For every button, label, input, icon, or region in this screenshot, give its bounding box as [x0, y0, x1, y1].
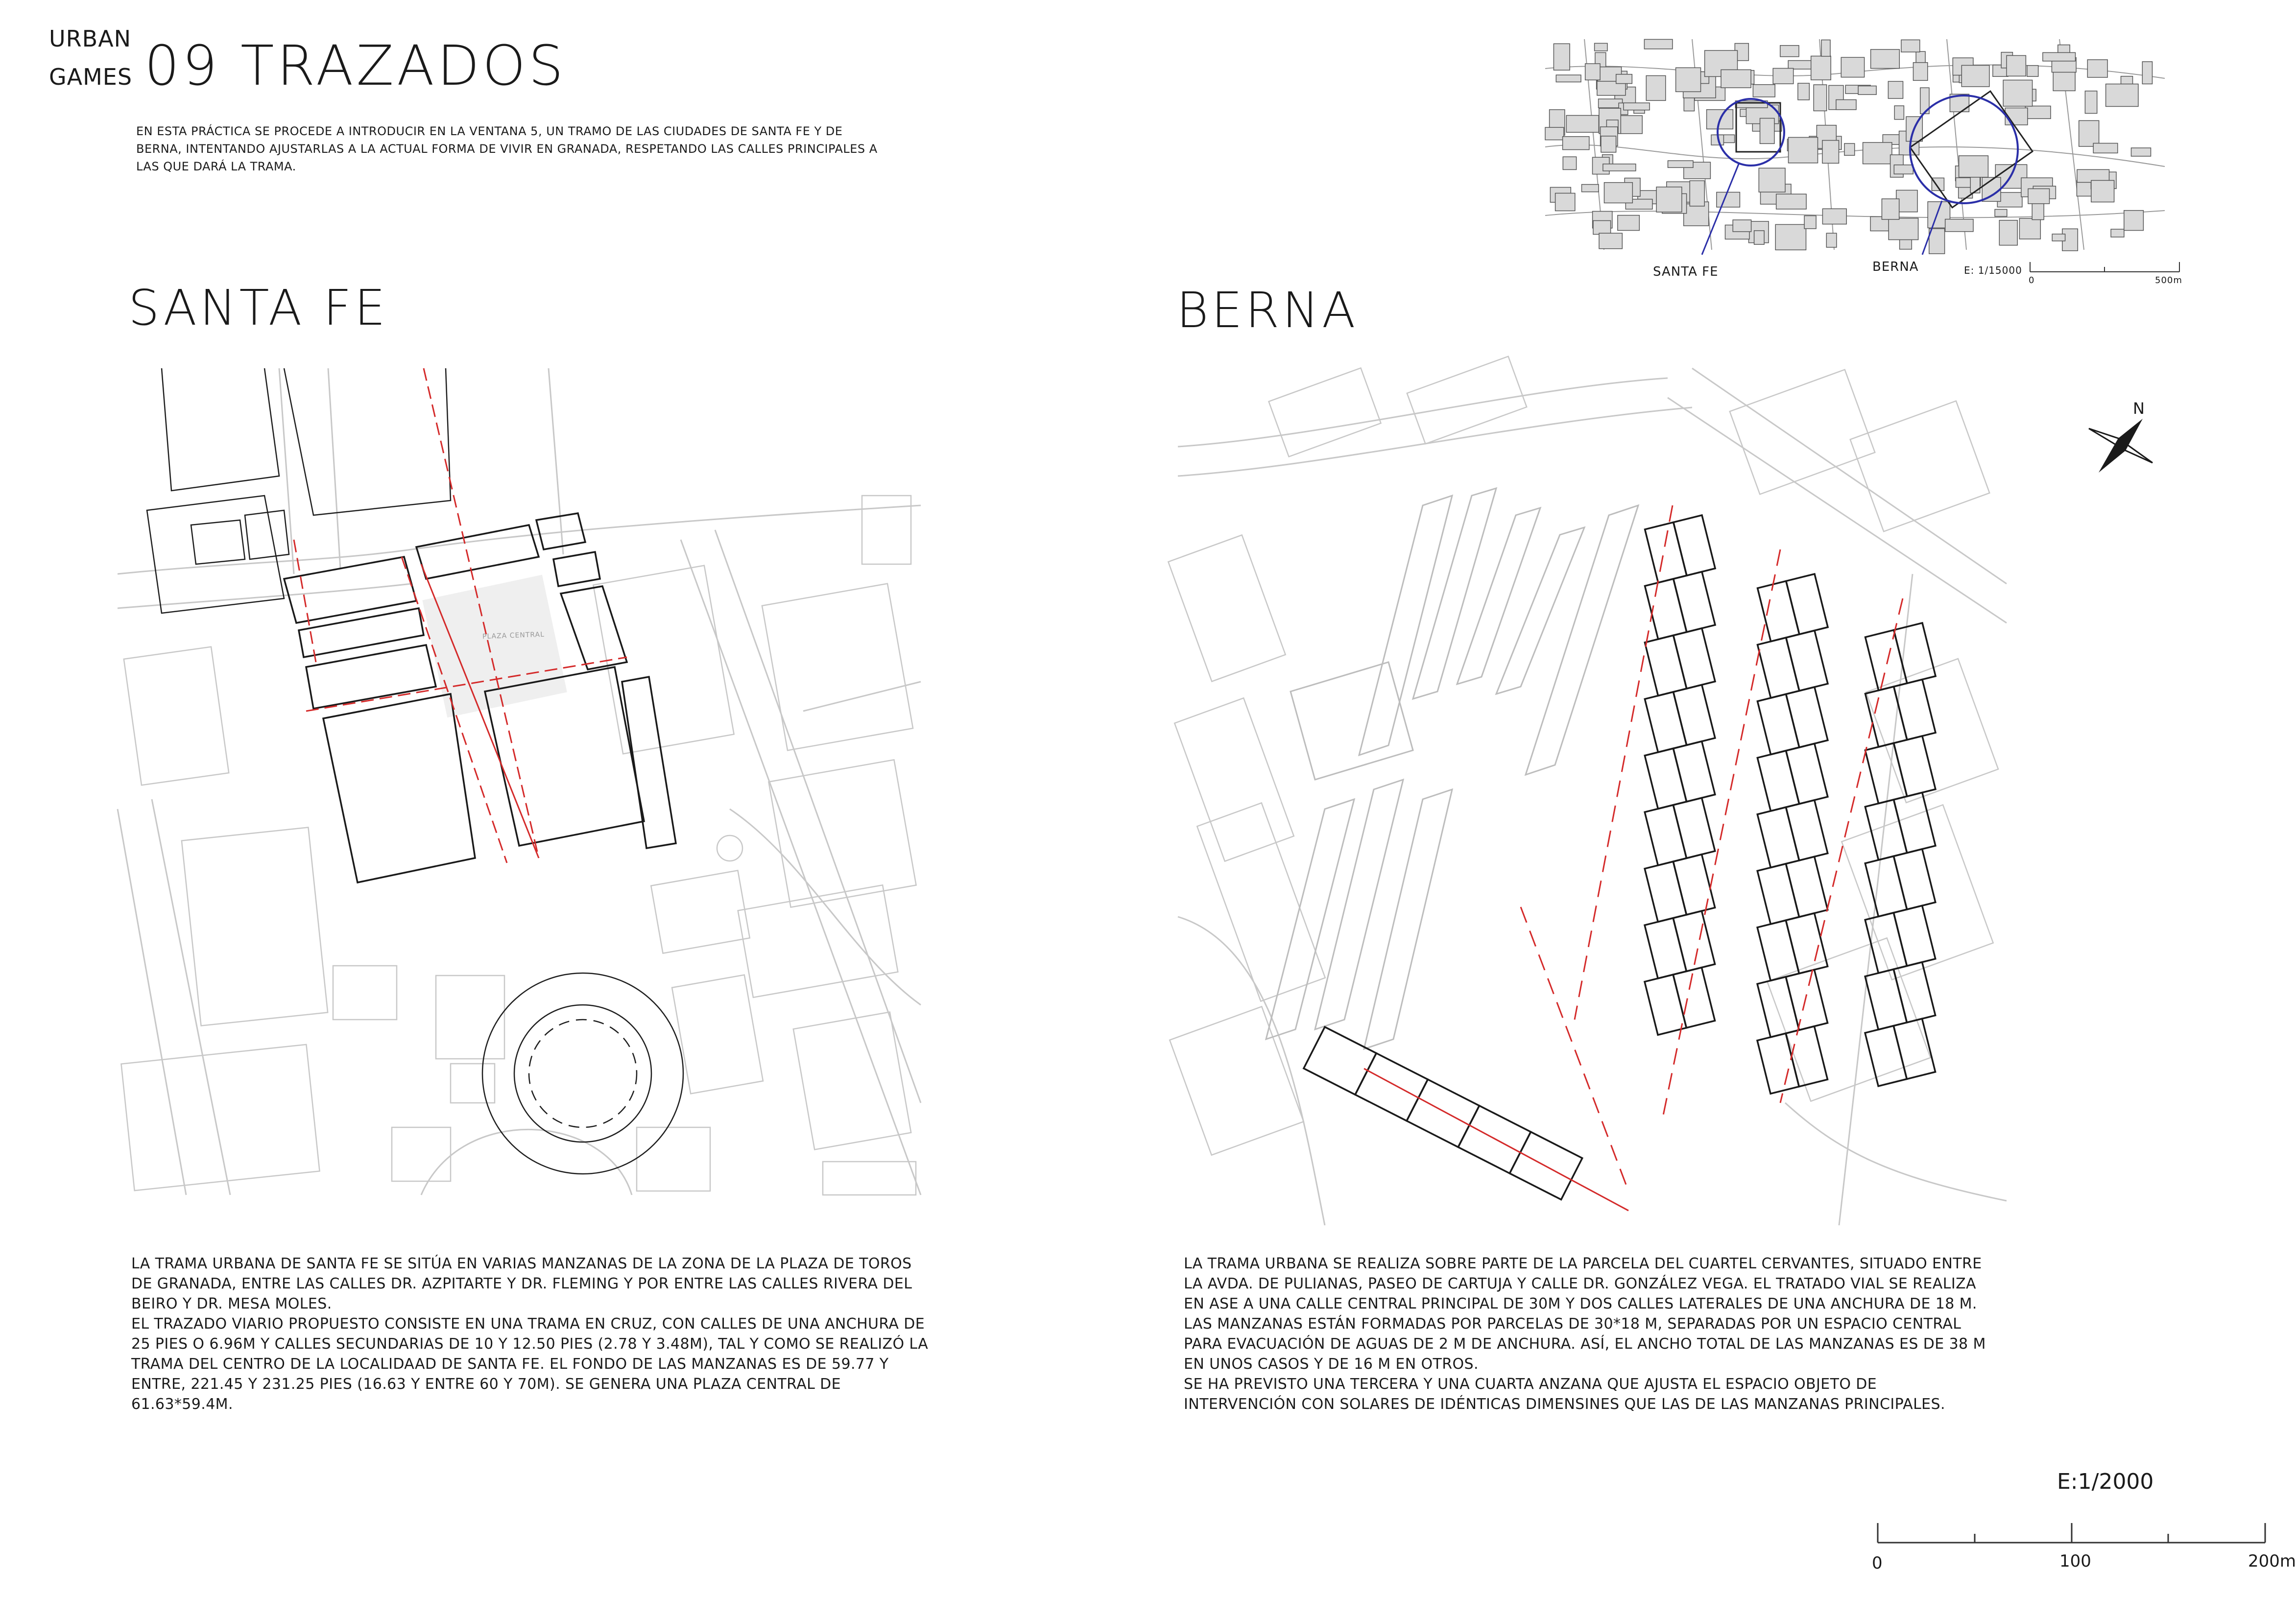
- location-map-building: [2019, 218, 2040, 239]
- location-map-building: [1822, 209, 1846, 224]
- location-map-building: [1997, 192, 2022, 207]
- berna-lower-block: [1304, 1027, 1582, 1200]
- berna-parcel: [1893, 1019, 1935, 1079]
- location-map-building: [1773, 69, 1794, 84]
- berna-parcel: [1673, 855, 1715, 915]
- berna-parcel: [1786, 970, 1827, 1030]
- location-map-building: [2052, 234, 2065, 241]
- location-map-building: [2091, 180, 2114, 202]
- santa-fe-paragraph-2: EL TRAZADO VIARIO PROPUESTO CONSISTE EN UNA TRAMA EN CRUZ, CON CALLES DE UNA ANCHURA DE 25 PIES O 6.96M Y CALLES SECUNDARIAS DE 10 Y 12.50 PIES (2.78 Y 3.48M), TAL Y COMO SE REALIZÓ LA TRAMA DEL CENTRO DE LA LOCALIDAAD DE SANTA FE. EL FONDO DE LAS MANZANAS ES DE 59.77 Y ENTRE, 221.45 Y 231.25 PIES (16.63 Y ENTRE 60 Y 70M). SE GENERA UNA PLAZA CENTRAL DE 61.63*59.4M.: [131, 1315, 929, 1413]
- location-map-building: [1753, 85, 1775, 97]
- berna-parcel: [1355, 1053, 1428, 1121]
- berna-block: [1651, 574, 1934, 1094]
- location-map-building: [1717, 192, 1740, 207]
- location-map-building: [1798, 83, 1809, 100]
- location-scale-start: 0: [2029, 275, 2035, 286]
- santa-fe-description: [131, 1254, 930, 1414]
- location-map-building: [1811, 56, 1831, 80]
- berna-parcel: [1786, 574, 1828, 634]
- corner-tag: [49, 20, 132, 96]
- location-map-building: [1754, 231, 1765, 244]
- location-map-building: [1995, 210, 2007, 217]
- location-map-building: [1888, 81, 1903, 98]
- berna-parcel: [1786, 743, 1828, 804]
- page-title: 09 TRAZADOS: [144, 34, 567, 98]
- location-map-building: [1901, 40, 1920, 52]
- location-scale-text: E: 1/15000: [1964, 264, 2022, 276]
- location-map-building: [2007, 55, 2026, 76]
- location-map-building: [1599, 233, 1622, 249]
- location-map-building: [1961, 65, 1989, 87]
- berna-parcel: [1786, 630, 1828, 691]
- location-map-building: [1844, 143, 1855, 155]
- scale-ratio: E:1/2000: [2057, 1469, 2154, 1494]
- location-map-building: [1556, 75, 1581, 82]
- berna-parcel: [1893, 905, 1935, 966]
- berna-block: [1772, 623, 2028, 1086]
- berna-parcel: [1893, 849, 1935, 909]
- north-arrow-label: N: [2133, 399, 2145, 418]
- berna-parcel: [1458, 1106, 1531, 1173]
- santa-fe-paragraph-1: LA TRAMA URBANA DE SANTA FE SE SITÚA EN VARIAS MANZANAS DE LA ZONA DE LA PLAZA DE TOROS DE GRANADA, ENTRE LAS CALLES DR. AZPITARTE Y DR. FLEMING Y POR ENTRE LAS CALLES RIVERA DEL BEIRO Y DR. MESA MOLES.: [131, 1255, 912, 1312]
- berna-title: BERNA: [1176, 282, 1359, 339]
- location-map-building: [2028, 189, 2050, 204]
- location-map-building: [1821, 40, 1830, 57]
- scale-bar: [1876, 1518, 2268, 1548]
- location-map-building: [1721, 70, 1751, 88]
- location-map-building: [1775, 224, 1806, 250]
- location-map-building: [2111, 229, 2124, 237]
- berna-parcel: [1894, 792, 1936, 853]
- location-map-building: [1999, 220, 2017, 245]
- location-map-building: [1566, 116, 1599, 133]
- berna-parcel: [1673, 968, 1715, 1028]
- location-map-building: [2087, 60, 2107, 77]
- location-map-building: [1604, 183, 1633, 203]
- location-map-building: [2079, 120, 2099, 146]
- location-map-building: [1595, 43, 1607, 51]
- berna-parcel: [1786, 913, 1827, 974]
- berna-parcel: [1674, 572, 1715, 632]
- location-map-building: [1563, 157, 1576, 169]
- location-map-building: [1684, 97, 1694, 111]
- berna-parcel: [1786, 857, 1827, 917]
- location-map-building: [1644, 39, 1673, 49]
- plaza-central-label: PLAZA CENTRAL: [482, 630, 545, 641]
- location-map-building: [1826, 233, 1837, 247]
- location-map-building: [1618, 215, 1639, 231]
- location-map-building: [1945, 219, 1973, 232]
- berna-plan-drawing: [1178, 368, 2007, 1225]
- location-map-building: [1668, 161, 1694, 167]
- berna-parcel: [1673, 741, 1715, 802]
- location-label-berna: BERNA: [1872, 260, 1919, 274]
- location-map-building: [1620, 116, 1642, 134]
- location-map-building: [1929, 229, 1945, 254]
- berna-parcel: [1673, 911, 1715, 971]
- location-map-building: [2043, 52, 2076, 61]
- berna-parcel: [1674, 685, 1715, 745]
- berna-parcel: [1786, 687, 1828, 747]
- location-map-building: [1863, 143, 1892, 164]
- berna-parcel: [1674, 515, 1715, 575]
- location-map-building: [1836, 100, 1856, 110]
- berna-paragraph-1: LA TRAMA URBANA SE REALIZA SOBRE PARTE DE LA PARCELA DEL CUARTEL CERVANTES, SITUADO ENTRE LA AVDA. DE PULIANAS, PASEO DE CARTUJA Y CALLE DR. GONZÁLEZ VEGA. EL TRATADO VIAL SE REALIZA EN ASE A UNA CALLE CENTRAL PRINCIPAL DE 30M Y DOS CALLES LATERALES DE UNA ANCHURA DE 18 M. LAS MANZANAS ESTÁN FORMADAS POR PARCELAS DE 30*18 M, SEPARADAS POR UN ESPACIO CENTRAL PARA EVACUACIÓN DE AGUAS DE 2 M DE ANCHURA. ASÍ, EL ANCHO TOTAL DE LAS MANZANAS ES DE 38 M EN UNOS CASOS Y DE 16 M EN OTROS.: [1184, 1255, 1986, 1373]
- location-map-building: [1555, 193, 1575, 211]
- location-map-building: [1889, 218, 1918, 240]
- berna-parcel: [1673, 798, 1715, 858]
- location-map-building: [1894, 106, 1904, 119]
- location-map-building: [1656, 187, 1682, 212]
- scale-tick-100: 100: [2059, 1551, 2091, 1571]
- location-map-building: [1624, 103, 1650, 110]
- location-map-building: [1913, 63, 1928, 81]
- berna-parcel: [1304, 1027, 1376, 1095]
- location-map-building: [1733, 220, 1751, 232]
- location-map-building: [1970, 175, 1980, 193]
- berna-paragraph-2: SE HA PREVISTO UNA TERCERA Y UNA CUARTA ANZANA QUE AJUSTA EL ESPACIO OBJETO DE INTERVENCIÓN CON SOLARES DE IDÉNTICAS DIMENSINES QUE LAS DE LAS MANZANAS PRINCIPALES.: [1184, 1376, 1945, 1413]
- location-map-building: [1788, 61, 1812, 70]
- location-map-building: [2124, 211, 2144, 231]
- north-arrow-icon: [2079, 404, 2162, 487]
- location-map-building: [2085, 91, 2097, 114]
- location-scale-end: 500m: [2155, 275, 2182, 286]
- location-map-building: [1959, 156, 1988, 177]
- scale-tick-0: 0: [1872, 1553, 1883, 1573]
- location-map-building: [2025, 106, 2051, 119]
- location-map-building: [1822, 141, 1839, 164]
- location-map-building: [1894, 165, 1913, 174]
- location-map-building: [1593, 221, 1611, 235]
- location-map-building: [1780, 46, 1799, 57]
- location-map-building: [1982, 177, 2001, 201]
- location-map-building: [2093, 143, 2118, 153]
- location-map-building: [1603, 164, 1636, 171]
- location-map-building: [1871, 49, 1900, 69]
- location-map-building: [1582, 185, 1599, 192]
- location-map-building: [1759, 168, 1785, 192]
- location-map-building: [2003, 80, 2032, 106]
- location-map-building: [1616, 74, 1632, 84]
- location-map-building: [1760, 119, 1774, 144]
- location-map-building: [1554, 44, 1570, 70]
- berna-parcel: [1407, 1079, 1479, 1147]
- location-map-building: [2027, 66, 2038, 77]
- scale-tick-200: 200m: [2248, 1551, 2296, 1571]
- location-map-blocks: [1545, 39, 2165, 250]
- location-map-building: [1601, 136, 1616, 152]
- location-map-building: [2131, 148, 2151, 156]
- berna-parcel: [1786, 800, 1827, 860]
- berna-plan: [1178, 368, 2007, 1225]
- santa-fe-plan: [118, 368, 921, 1195]
- location-map-building: [1814, 85, 1827, 111]
- location-map-building: [1882, 199, 1899, 219]
- berna-description: [1184, 1254, 1992, 1414]
- corner-tag-line2: GAMES: [49, 64, 133, 90]
- santa-fe-plan-drawing: [118, 368, 921, 1195]
- location-label-santa-fe: SANTA FE: [1653, 264, 1719, 279]
- location-map-building: [1804, 216, 1816, 229]
- berna-parcel: [1674, 628, 1715, 689]
- location-map-building: [1646, 76, 1666, 101]
- location-map-building: [1545, 127, 1564, 140]
- location-map: [1545, 39, 2165, 250]
- berna-block: [1538, 515, 1821, 1035]
- intro-text: EN ESTA PRÁCTICA SE PROCEDE A INTRODUCIR EN LA VENTANA 5, UN TRAMO DE LAS CIUDADES DE SANTA FE Y DE BERNA, INTENTANDO AJUSTARLAS A LA ACTUAL FORMA DE VIVIR EN GRANADA, RESPETANDO LAS CALLES PRINCIPALES A LAS QUE DARÁ LA TRAMA.: [136, 124, 878, 173]
- location-map-building: [1776, 194, 1806, 209]
- santa-fe-title: SANTA FE: [128, 279, 388, 336]
- location-map-building: [1585, 64, 1600, 80]
- location-map-building: [1690, 181, 1704, 206]
- location-map-building: [2106, 84, 2138, 107]
- location-map-building: [1676, 68, 1701, 92]
- corner-tag-line1: URBAN: [49, 25, 132, 52]
- location-map-building: [1789, 138, 1818, 163]
- location-map-building: [2142, 62, 2152, 84]
- location-map-building: [1858, 86, 1876, 95]
- location-map-building: [1563, 137, 1589, 150]
- plaza-central: [422, 575, 567, 718]
- location-map-building: [1841, 57, 1864, 77]
